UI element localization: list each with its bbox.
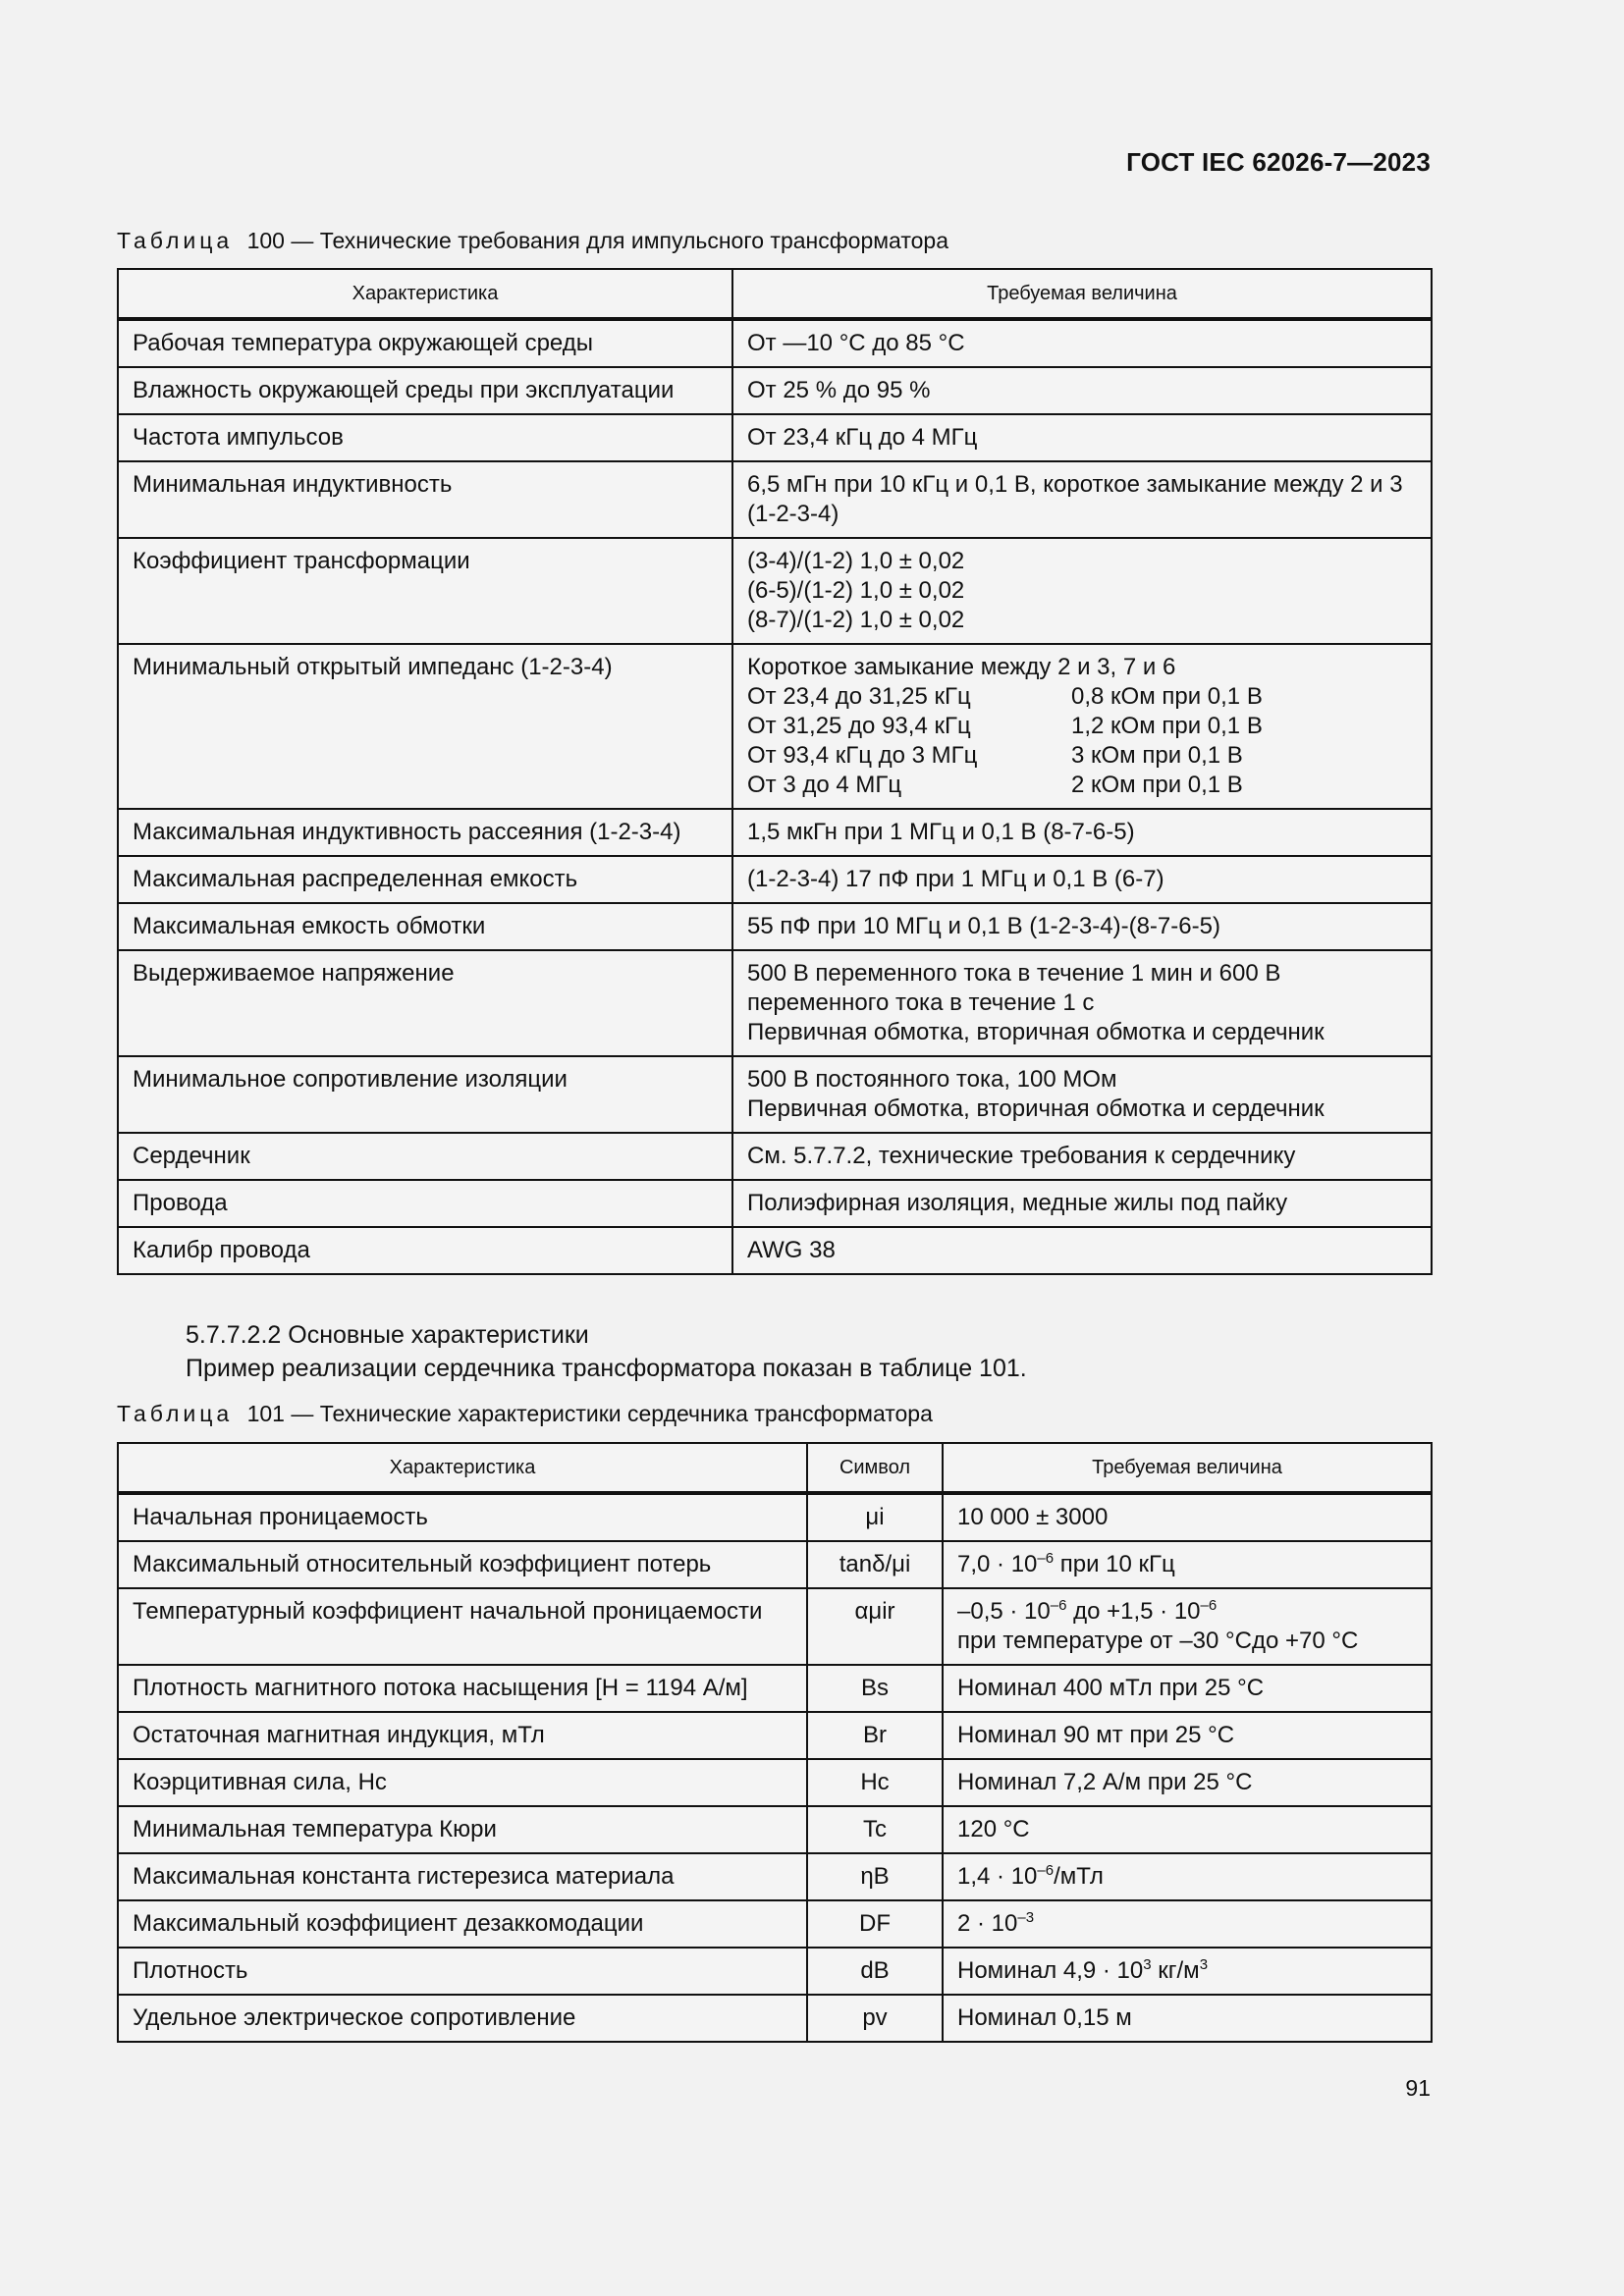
- cell-characteristic: Температурный коэффициент начальной проницаемости: [118, 1588, 807, 1665]
- section-heading: 5.7.7.2.2 Основные характеристики: [186, 1321, 589, 1349]
- cell-symbol: tanδ/μi: [807, 1541, 943, 1588]
- value-exponent: –3: [1017, 1909, 1035, 1926]
- cell-required-value: [732, 1180, 1432, 1227]
- cell-characteristic: Максимальная индуктивность рассеяния (1-2-3-4): [118, 809, 732, 856]
- table-row: [118, 1665, 1432, 1712]
- impedance-line: [747, 712, 1417, 741]
- cell-characteristic: Максимальный относительный коэффициент потерь: [118, 1541, 807, 1588]
- value-line: Короткое замыкание между 2 и 3, 7 и 6: [747, 654, 1176, 680]
- value-line: 55 пФ при 10 МГц и 0,1 В (1-2-3-4)-(8-7-6-5): [747, 913, 1220, 939]
- table-row: [118, 1759, 1432, 1806]
- table-row: [118, 367, 1432, 414]
- cell-characteristic: Минимальный открытый импеданс (1-2-3-4): [118, 644, 732, 809]
- value-part: кг/м: [1151, 1957, 1200, 1984]
- cell-required-value: [943, 1948, 1432, 1995]
- value-line: Полиэфирная изоляция, медные жилы под пайку: [747, 1190, 1288, 1216]
- value-exponent: –6: [1200, 1597, 1218, 1614]
- table-101-caption: [117, 1401, 933, 1427]
- table-row: [118, 950, 1432, 1056]
- table-row: [118, 903, 1432, 950]
- cell-required-value: [732, 950, 1432, 1056]
- table-row: [118, 809, 1432, 856]
- value-part: 1,4 · 10: [957, 1863, 1038, 1890]
- value-line: От 23,4 кГц до 4 МГц: [747, 424, 978, 451]
- value-line: См. 5.7.7.2, технические требования к сердечнику: [747, 1143, 1296, 1169]
- value-line: 6,5 мГн при 10 кГц и 0,1 В, короткое замыкание между 2 и 3 (1-2-3-4): [747, 471, 1403, 527]
- table-row: [118, 1900, 1432, 1948]
- cell-characteristic: Влажность окружающей среды при эксплуатации: [118, 367, 732, 414]
- value-line: От —10 °С до 85 °С: [747, 330, 965, 356]
- cell-required-value: [943, 1900, 1432, 1948]
- value-part: 7,0 · 10: [957, 1551, 1038, 1577]
- value-line: 500 В постоянного тока, 100 МОм: [747, 1066, 1117, 1093]
- table-101: [117, 1442, 1433, 2043]
- cell-characteristic: Минимальная индуктивность: [118, 461, 732, 538]
- frequency-range: От 3 до 4 МГц: [747, 772, 902, 798]
- cell-required-value: [732, 319, 1432, 367]
- table-row: [118, 1056, 1432, 1133]
- table-header-row: [118, 1443, 1432, 1493]
- cell-symbol: Tc: [807, 1806, 943, 1853]
- table-row: [118, 538, 1432, 644]
- table-row: [118, 644, 1432, 809]
- impedance-line: [747, 741, 1417, 771]
- column-header-characteristic: Характеристика: [118, 269, 732, 319]
- cell-characteristic: Начальная проницаемость: [118, 1493, 807, 1541]
- impedance-line: [747, 682, 1417, 712]
- value-line: Первичная обмотка, вторичная обмотка и сердечник: [747, 1019, 1325, 1045]
- cell-characteristic: Рабочая температура окружающей среды: [118, 319, 732, 367]
- value-exponent: –6: [1037, 1550, 1055, 1567]
- cell-symbol: Hc: [807, 1759, 943, 1806]
- table-row: [118, 1180, 1432, 1227]
- impedance-value: 3 кОм при 0,1 В: [1071, 742, 1243, 769]
- cell-characteristic: Провода: [118, 1180, 732, 1227]
- value-part: Номинал 4,9 · 10: [957, 1957, 1144, 1984]
- table-row: [118, 414, 1432, 461]
- frequency-range: От 23,4 до 31,25 кГц: [747, 683, 971, 710]
- cell-required-value: [732, 538, 1432, 644]
- document-header-id: ГОСТ IEC 62026-7—2023: [1126, 147, 1431, 177]
- cell-required-value: Номинал 90 мт при 25 °С: [943, 1712, 1432, 1759]
- cell-required-value: [732, 856, 1432, 903]
- cell-characteristic: Коэрцитивная сила, Hc: [118, 1759, 807, 1806]
- cell-required-value: Номинал 400 мТл при 25 °С: [943, 1665, 1432, 1712]
- cell-characteristic: Плотность магнитного потока насыщения [H = 1194 А/м]: [118, 1665, 807, 1712]
- cell-symbol: ηB: [807, 1853, 943, 1900]
- cell-symbol: pv: [807, 1995, 943, 2042]
- cell-required-value: 120 °С: [943, 1806, 1432, 1853]
- cell-required-value: [732, 461, 1432, 538]
- column-header-required-value: Требуемая величина: [943, 1443, 1432, 1493]
- cell-required-value: [732, 1056, 1432, 1133]
- value-line: (1-2-3-4) 17 пФ при 1 МГц и 0,1 В (6-7): [747, 866, 1164, 892]
- cell-symbol: μi: [807, 1493, 943, 1541]
- value-line: (8-7)/(1-2) 1,0 ± 0,02: [747, 607, 965, 633]
- table-row: [118, 1995, 1432, 2042]
- value-part: 2 · 10: [957, 1910, 1018, 1937]
- table-101-caption-text: 101 — Технические характеристики сердечника трансформатора: [246, 1401, 933, 1426]
- table-100: [117, 268, 1433, 1275]
- cell-characteristic: Коэффициент трансформации: [118, 538, 732, 644]
- cell-symbol: DF: [807, 1900, 943, 1948]
- table-100-caption-text: 100 — Технические требования для импульсного трансформатора: [246, 228, 948, 253]
- cell-required-value: [732, 644, 1432, 809]
- value-line: 500 В переменного тока в течение 1 мин и 600 В переменного тока в течение 1 с: [747, 960, 1281, 1016]
- value-line: AWG 38: [747, 1237, 836, 1263]
- value-exponent: –6: [1037, 1862, 1055, 1879]
- page-number: 91: [1405, 2075, 1431, 2101]
- table-row: [118, 1493, 1432, 1541]
- cell-characteristic: Удельное электрическое сопротивление: [118, 1995, 807, 2042]
- value-line: (6-5)/(1-2) 1,0 ± 0,02: [747, 577, 965, 604]
- table-row: [118, 1712, 1432, 1759]
- section-paragraph: Пример реализации сердечника трансформатора показан в таблице 101.: [186, 1355, 1027, 1382]
- value-exponent: 3: [1143, 1956, 1152, 1973]
- value-exponent: –6: [1050, 1597, 1067, 1614]
- value-part: при 10 кГц: [1054, 1551, 1175, 1577]
- table-101-caption-prefix: Таблица: [117, 1401, 234, 1426]
- value-exponent: 3: [1199, 1956, 1209, 1973]
- cell-characteristic: Минимальное сопротивление изоляции: [118, 1056, 732, 1133]
- cell-required-value: [732, 1133, 1432, 1180]
- impedance-value: 0,8 кОм при 0,1 В: [1071, 683, 1263, 710]
- impedance-value: 1,2 кОм при 0,1 В: [1071, 713, 1263, 739]
- cell-characteristic: Калибр провода: [118, 1227, 732, 1274]
- value-line: 1,5 мкГн при 1 МГц и 0,1 В (8-7-6-5): [747, 819, 1135, 845]
- cell-characteristic: Сердечник: [118, 1133, 732, 1180]
- cell-characteristic: Минимальная температура Кюри: [118, 1806, 807, 1853]
- value-line: От 25 % до 95 %: [747, 377, 931, 403]
- table-row: [118, 1227, 1432, 1274]
- cell-symbol: Br: [807, 1712, 943, 1759]
- frequency-range: От 31,25 до 93,4 кГц: [747, 713, 971, 739]
- table-100-caption: [117, 228, 948, 254]
- cell-required-value: [732, 809, 1432, 856]
- table-row: [118, 1588, 1432, 1665]
- value-line: Первичная обмотка, вторичная обмотка и сердечник: [747, 1095, 1325, 1122]
- cell-required-value: [732, 1227, 1432, 1274]
- value-part: –0,5 · 10: [957, 1598, 1051, 1625]
- impedance-value: 2 кОм при 0,1 В: [1071, 772, 1243, 798]
- table-row: [118, 1133, 1432, 1180]
- table-100-caption-prefix: Таблица: [117, 228, 234, 253]
- frequency-range: От 93,4 кГц до 3 МГц: [747, 742, 978, 769]
- table-row: [118, 461, 1432, 538]
- value-line: (3-4)/(1-2) 1,0 ± 0,02: [747, 548, 965, 574]
- table-header-row: [118, 269, 1432, 319]
- cell-characteristic: Максимальная распределенная емкость: [118, 856, 732, 903]
- table-row: [118, 1806, 1432, 1853]
- table-row: [118, 319, 1432, 367]
- impedance-line: [747, 771, 1417, 800]
- cell-characteristic: Плотность: [118, 1948, 807, 1995]
- cell-required-value: [732, 903, 1432, 950]
- value-part: до +1,5 · 10: [1066, 1598, 1201, 1625]
- cell-characteristic: Максимальный коэффициент дезаккомодации: [118, 1900, 807, 1948]
- value-line: [957, 1597, 1417, 1627]
- column-header-required-value: Требуемая величина: [732, 269, 1432, 319]
- value-line: при температуре от –30 °Сдо +70 °С: [957, 1628, 1359, 1654]
- cell-characteristic: Максимальная емкость обмотки: [118, 903, 732, 950]
- table-row: [118, 1541, 1432, 1588]
- cell-characteristic: Выдерживаемое напряжение: [118, 950, 732, 1056]
- cell-required-value: [943, 1541, 1432, 1588]
- value-part: /мТл: [1054, 1863, 1104, 1890]
- cell-characteristic: Частота импульсов: [118, 414, 732, 461]
- cell-symbol: αμir: [807, 1588, 943, 1665]
- cell-characteristic: Остаточная магнитная индукция, мТл: [118, 1712, 807, 1759]
- column-header-symbol: Символ: [807, 1443, 943, 1493]
- column-header-characteristic: Характеристика: [118, 1443, 807, 1493]
- cell-symbol: Bs: [807, 1665, 943, 1712]
- cell-characteristic: Максимальная константа гистерезиса материала: [118, 1853, 807, 1900]
- cell-required-value: [943, 1588, 1432, 1665]
- cell-symbol: dB: [807, 1948, 943, 1995]
- cell-required-value: [732, 367, 1432, 414]
- table-row: [118, 856, 1432, 903]
- table-row: [118, 1853, 1432, 1900]
- cell-required-value: Номинал 0,15 м: [943, 1995, 1432, 2042]
- cell-required-value: [732, 414, 1432, 461]
- table-row: [118, 1948, 1432, 1995]
- cell-required-value: [943, 1853, 1432, 1900]
- cell-required-value: 10 000 ± 3000: [943, 1493, 1432, 1541]
- cell-required-value: Номинал 7,2 А/м при 25 °С: [943, 1759, 1432, 1806]
